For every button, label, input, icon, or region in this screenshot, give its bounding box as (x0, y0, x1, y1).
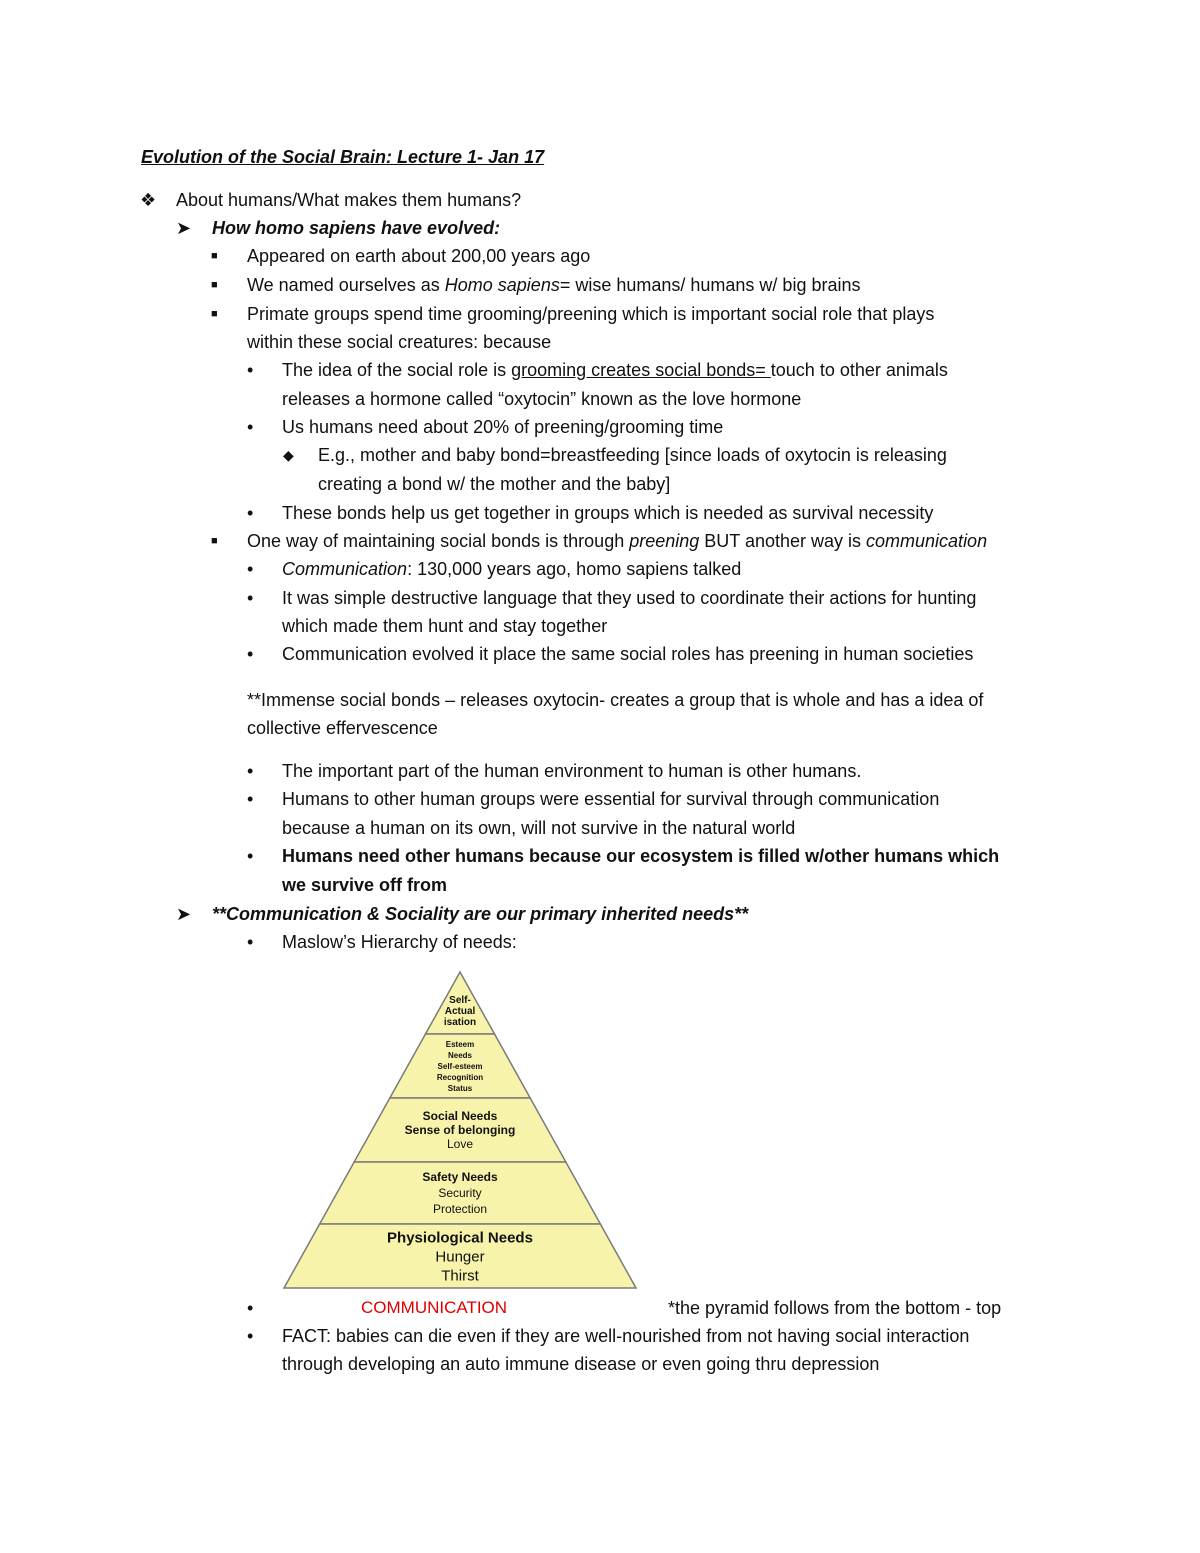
diamond-star-bullet-icon: ❖ (140, 190, 157, 210)
item-fact-line1: FACT: babies can die even if they are well-nourished from not having social interaction (282, 1326, 970, 1346)
item-need-line2: we survive off from (282, 875, 448, 895)
item-comm-a: Communication (282, 559, 408, 579)
title-lecture: Lecture 1- Jan 17 (392, 147, 545, 167)
square-bullet-icon: ■ (211, 279, 218, 291)
square-bullet-icon: ■ (211, 535, 218, 547)
square-bullet-icon: ■ (211, 250, 218, 262)
pyramid-label: Self- (449, 994, 471, 1006)
item-primate-line2: within these social creatures: because (247, 332, 552, 352)
dot-bullet-icon: • (247, 932, 254, 952)
dot-bullet-icon: • (247, 588, 254, 608)
arrow-bullet-icon: ➤ (176, 904, 192, 924)
item-oneway-c: BUT another way is (699, 531, 867, 551)
dot-bullet-icon: • (247, 503, 254, 523)
item-oneway-d: communication (866, 531, 988, 551)
diamond-bullet-icon: ◆ (283, 447, 294, 463)
dot-bullet-icon: • (247, 846, 254, 866)
item-named-a: We named ourselves as (247, 275, 445, 295)
item-other-groups-line2: because a human on its own, will not survive in the natural world (282, 818, 796, 838)
item-simple-line2: which made them hunt and stay together (282, 616, 608, 636)
pyramid-label: Protection (432, 1202, 488, 1217)
pyramid-label: Thirst (441, 1267, 479, 1285)
pyramid-label: Safety Needs (422, 1170, 498, 1185)
page-title (141, 145, 544, 169)
item-named-c: = wise humans/ humans w/ big brains (559, 275, 861, 295)
item-oneway-a: One way of maintaining social bonds is through (247, 531, 630, 551)
para-immense-line2: collective effervescence (247, 718, 438, 738)
item-comm-b: : 130,000 years ago, homo sapiens talked (407, 559, 742, 579)
square-bullet-icon: ■ (211, 308, 218, 320)
item-other-groups-line1: Humans to other human groups were essential for survival through communication (282, 789, 940, 809)
arrow-bullet-icon: ➤ (176, 218, 192, 238)
pyramid-label: Needs (447, 1050, 473, 1060)
item-eg-line1: E.g., mother and baby bond=breastfeeding [since loads of oxytocin is releasing (318, 445, 947, 465)
para-immense-line1: **Immense social bonds – releases oxytocin- creates a group that is whole and has a idea of (247, 690, 984, 710)
item-simple-line1: It was simple destructive language that they used to coordinate their actions for hunting (282, 588, 977, 608)
dot-bullet-icon: • (247, 644, 254, 664)
item-communication (282, 557, 741, 581)
dot-bullet-icon: • (247, 559, 254, 579)
pyramid-label: Self-esteem (437, 1061, 483, 1071)
item-us-humans: Us humans need about 20% of preening/grooming time (282, 417, 724, 437)
section-heading-about: About humans/What makes them humans? (176, 190, 522, 210)
dot-bullet-icon: • (247, 360, 254, 380)
dot-bullet-icon: • (247, 417, 254, 437)
dot-bullet-icon: • (247, 761, 254, 781)
item-idea (282, 358, 948, 382)
pyramid-label: Esteem (445, 1039, 475, 1049)
item-idea-a: The idea of the social role is (282, 360, 512, 380)
pyramid-label: Sense of belonging (404, 1123, 516, 1138)
item-named (247, 273, 860, 297)
item-important: The important part of the human environment to human is other humans. (282, 761, 862, 781)
pyramid-label: Social Needs (422, 1109, 498, 1124)
item-primate-line1: Primate groups spend time grooming/preening which is important social role that plays (247, 304, 935, 324)
maslow-pyramid (282, 970, 642, 1290)
item-maslow: Maslow’s Hierarchy of needs: (282, 932, 517, 952)
dot-bullet-icon: • (247, 1298, 254, 1318)
pyramid-label: Love (446, 1137, 474, 1152)
item-oneway-b: preening (629, 531, 700, 551)
pyramid-note: *the pyramid follows from the bottom - top (668, 1298, 1002, 1318)
pyramid-label: Hunger (435, 1248, 485, 1266)
item-idea-b: grooming creates social bonds= (511, 360, 771, 380)
pyramid-label: isation (443, 1016, 477, 1028)
pyramid-label: Actual (444, 1005, 476, 1017)
item-idea-c: touch to other animals (770, 360, 948, 380)
pyramid-label: Status (447, 1083, 473, 1093)
item-oneway (247, 529, 987, 553)
subsection-heading-evolved: How homo sapiens have evolved: (212, 218, 501, 238)
item-eg-line2: creating a bond w/ the mother and the baby] (318, 474, 671, 494)
title-main: Evolution of the Social Brain: (141, 147, 393, 167)
item-appeared: Appeared on earth about 200,00 years ago (247, 246, 591, 266)
subsection-heading-sociality: **Communication & Sociality are our primary inherited needs** (212, 904, 749, 924)
item-need-line1: Humans need other humans because our ecosystem is filled w/other humans which (282, 846, 1000, 866)
dot-bullet-icon: • (247, 1326, 254, 1346)
item-bonds: These bonds help us get together in groups which is needed as survival necessity (282, 503, 934, 523)
dot-bullet-icon: • (247, 789, 254, 809)
item-idea-line2: releases a hormone called “oxytocin” known as the love hormone (282, 389, 802, 409)
item-fact-line2: through developing an auto immune disease or even going thru depression (282, 1354, 880, 1374)
pyramid-label: Security (438, 1186, 482, 1201)
item-evolved: Communication evolved it place the same social roles has preening in human societies (282, 644, 974, 664)
pyramid-label: Recognition (436, 1072, 484, 1082)
pyramid-label: Physiological Needs (387, 1229, 533, 1247)
item-named-b: Homo sapiens (444, 275, 560, 295)
communication-label: COMMUNICATION (361, 1298, 508, 1317)
